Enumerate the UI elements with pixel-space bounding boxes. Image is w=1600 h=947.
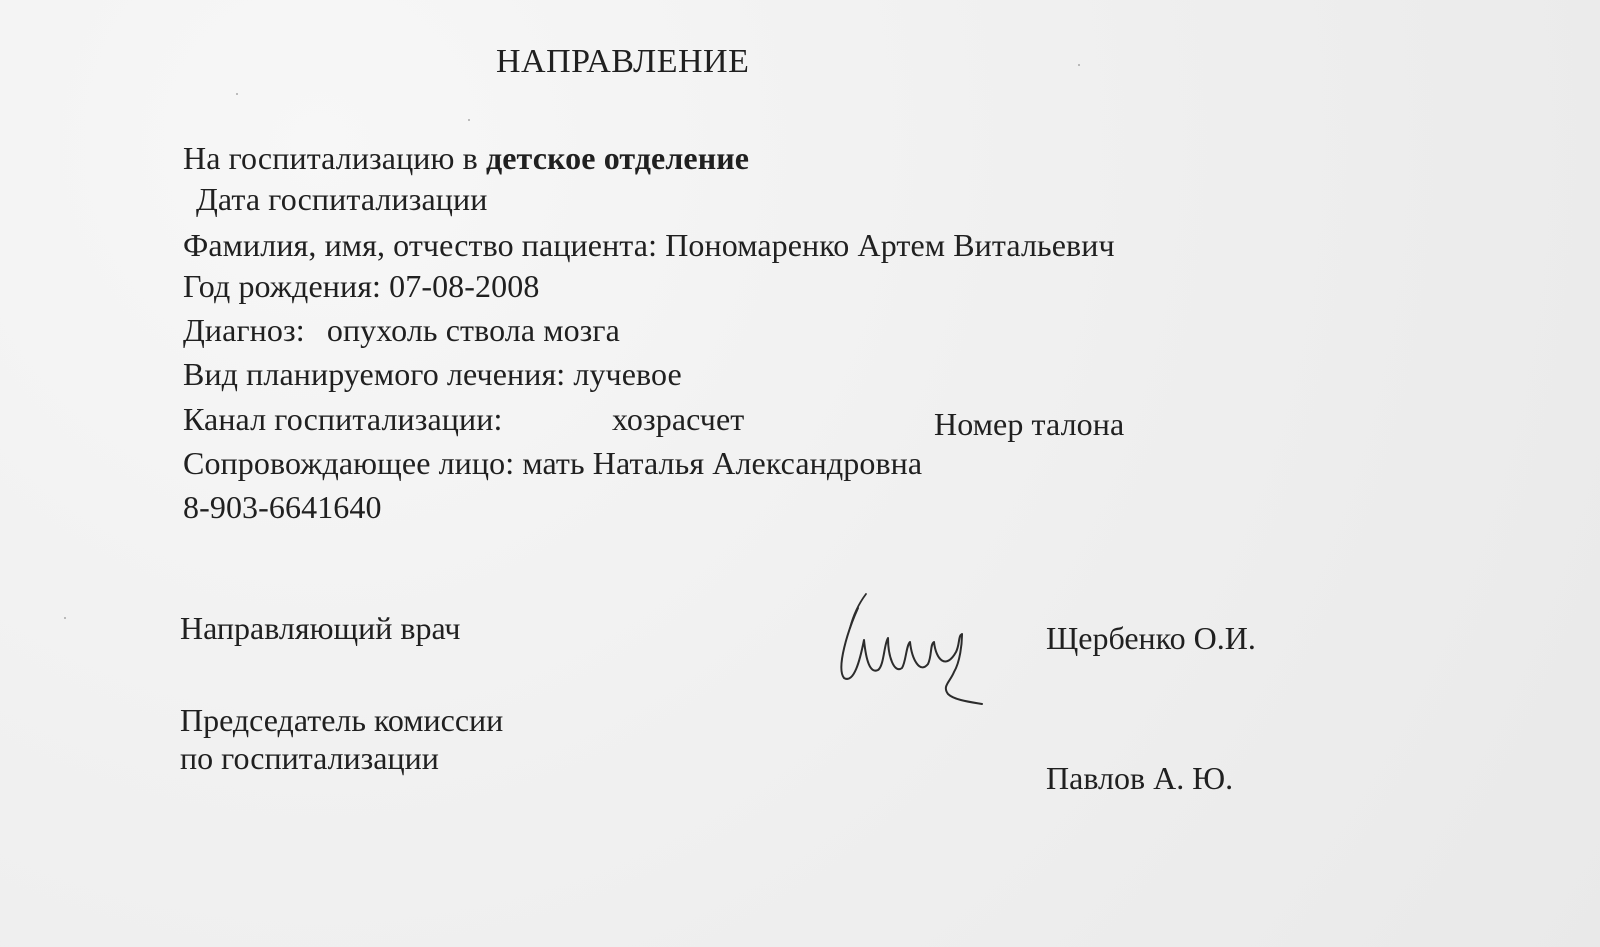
chair-name: Павлов А. Ю. — [1046, 760, 1234, 796]
ticket-label: Номер талона — [934, 406, 1125, 442]
channel-value: хозрасчет — [612, 401, 745, 437]
birth-value: 07-08-2008 — [389, 268, 540, 304]
date-label: Дата госпитализации — [196, 181, 488, 217]
scan-speck — [64, 617, 66, 619]
scan-speck — [236, 93, 238, 95]
companion-value: мать Наталья Александровна — [522, 445, 923, 481]
chair-label-line2: по госпитализации — [180, 740, 439, 776]
hospitalization-prefix: На госпитализацию в — [183, 140, 478, 176]
patient-label: Фамилия, имя, отчество пациента: — [183, 227, 658, 263]
phone-number: 8-903-6641640 — [183, 489, 382, 525]
companion-line — [183, 441, 922, 485]
patient-line — [183, 223, 1115, 267]
companion-label: Сопровождающее лицо: — [183, 445, 515, 481]
chair-label-line1: Председатель комиссии — [180, 702, 504, 738]
treatment-label: Вид планируемого лечения: — [183, 356, 566, 392]
channel-label: Канал госпитализации: — [183, 401, 503, 437]
scan-speck — [1078, 64, 1080, 66]
document-title: НАПРАВЛЕНИЕ — [496, 43, 750, 80]
scan-speck — [468, 119, 470, 121]
diagnosis-label: Диагноз: — [183, 312, 305, 348]
handwritten-signature-icon — [830, 590, 990, 720]
treatment-line — [183, 352, 682, 396]
department-name: детское отделение — [485, 140, 750, 176]
treatment-value: лучевое — [573, 356, 682, 392]
patient-name: Пономаренко Артем Витальевич — [665, 227, 1115, 263]
doctor-name: Щербенко О.И. — [1046, 620, 1256, 656]
hospitalization-line — [183, 136, 749, 180]
doctor-label: Направляющий врач — [180, 610, 461, 646]
birth-line — [183, 264, 539, 308]
diagnosis-value: опухоль ствола мозга — [326, 312, 620, 348]
birth-label: Год рождения: — [183, 268, 382, 304]
diagnosis-line — [183, 308, 620, 352]
